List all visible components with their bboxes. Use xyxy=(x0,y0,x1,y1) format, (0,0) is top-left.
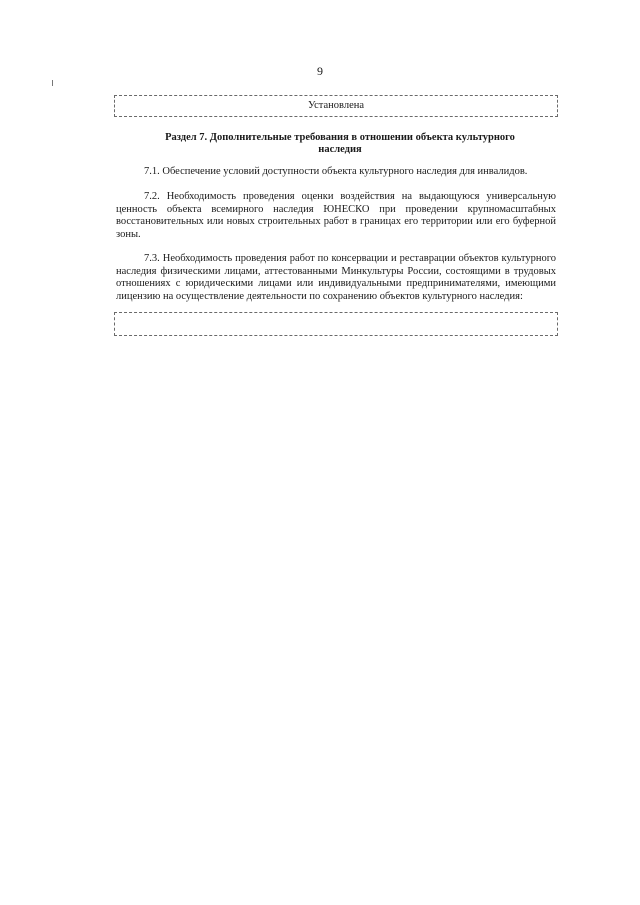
status-box xyxy=(114,95,558,117)
page-number: 9 xyxy=(317,64,323,78)
empty-value-box xyxy=(114,312,558,336)
paragraph-7-3: 7.3. Необходимость проведения работ по консервации и реставрации объектов культурного наследия физическими лицами, аттестованными Минкультуры России, состоящими в трудовых отношениях с юридическими лицами или индивидуальными предпринимателями, имеющими лицензию на осуществление деятельности по сохранению объектов культурного наследия: xyxy=(116,253,556,302)
margin-mark xyxy=(52,80,53,86)
status-box-text: Установлена xyxy=(307,100,365,111)
paragraph-7-1: 7.1. Обеспечение условий доступности объекта культурного наследия для инвалидов. xyxy=(144,166,528,177)
paragraph-7-2: 7.2. Необходимость проведения оценки воздействия на выдающуюся универсальную ценность объекта всемирного наследия ЮНЕСКО при проведении крупномасштабных восстановительных или новых строительных работ в границах его территории или его буферной зоны. xyxy=(116,191,556,240)
section-title: Раздел 7. Дополнительные требования в отношении объекта культурного наследия xyxy=(165,132,515,155)
